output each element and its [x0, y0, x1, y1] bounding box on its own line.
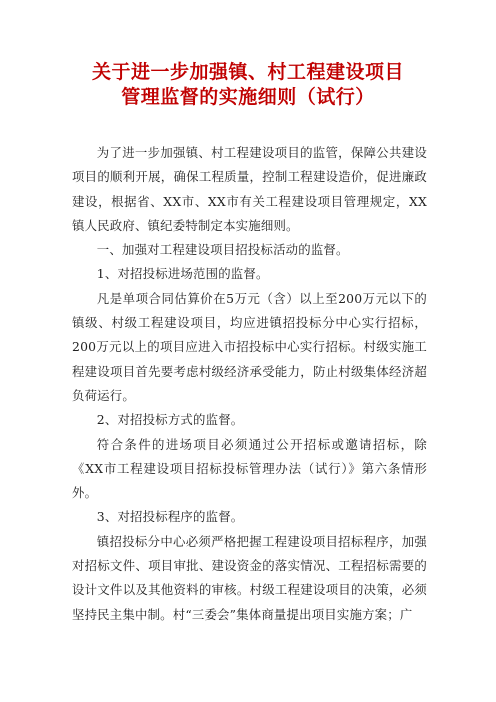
document-title: [0, 60, 496, 110]
paragraph-scope: 凡是单项合同估算价在5万元（含）以上至200万元以下的镇级、村级工程建设项目，均应进镇招投标分中心实行招标，200万元以上的项目应进入市招投标中心实行招标。村级实施工程建设项目首先要考虑村级经济承受能力，防止村级集体经济超负荷运行。: [72, 290, 427, 403]
subsection-heading-3: 3、对招投标程序的监督。: [96, 509, 244, 525]
paragraph-method: 符合条件的进场项目必须通过公开招标或邀请招标，除《XX市工程建设项目招标投标管理办法（试行）》第六条情形外。: [72, 436, 427, 501]
document-body: [72, 141, 427, 627]
paragraph-procedure: 镇招投标分中心必须严格把握工程建设项目招标程序，加强对招标文件、项目审批、建设资金的落实情况、工程招标需要的设计文件以及其他资料的审核。村级工程建设项目的决策，必须坚持民主集中制。村“三委会”集体商量提出项目实施方案；广: [72, 533, 427, 622]
section-heading-1: 一、加强对工程建设项目招投标活动的监督。: [96, 242, 349, 258]
subsection-heading-2: 2、对招投标方式的监督。: [96, 412, 244, 428]
paragraph-intro: 为了进一步加强镇、村工程建设项目的监管，保障公共建设项目的顺利开展，确保工程质量，控制工程建设造价，促进廉政建设，根据省、XX市、XX市有关工程建设项目管理规定，XX镇人民政府、镇纪委特制定本实施细则。: [72, 145, 427, 233]
title-line-2: 管理监督的实施细则（试行）: [121, 86, 375, 108]
subsection-heading-1: 1、对招投标进场范围的监督。: [96, 266, 269, 282]
title-line-1: 关于进一步加强镇、村工程建设项目: [91, 61, 404, 83]
